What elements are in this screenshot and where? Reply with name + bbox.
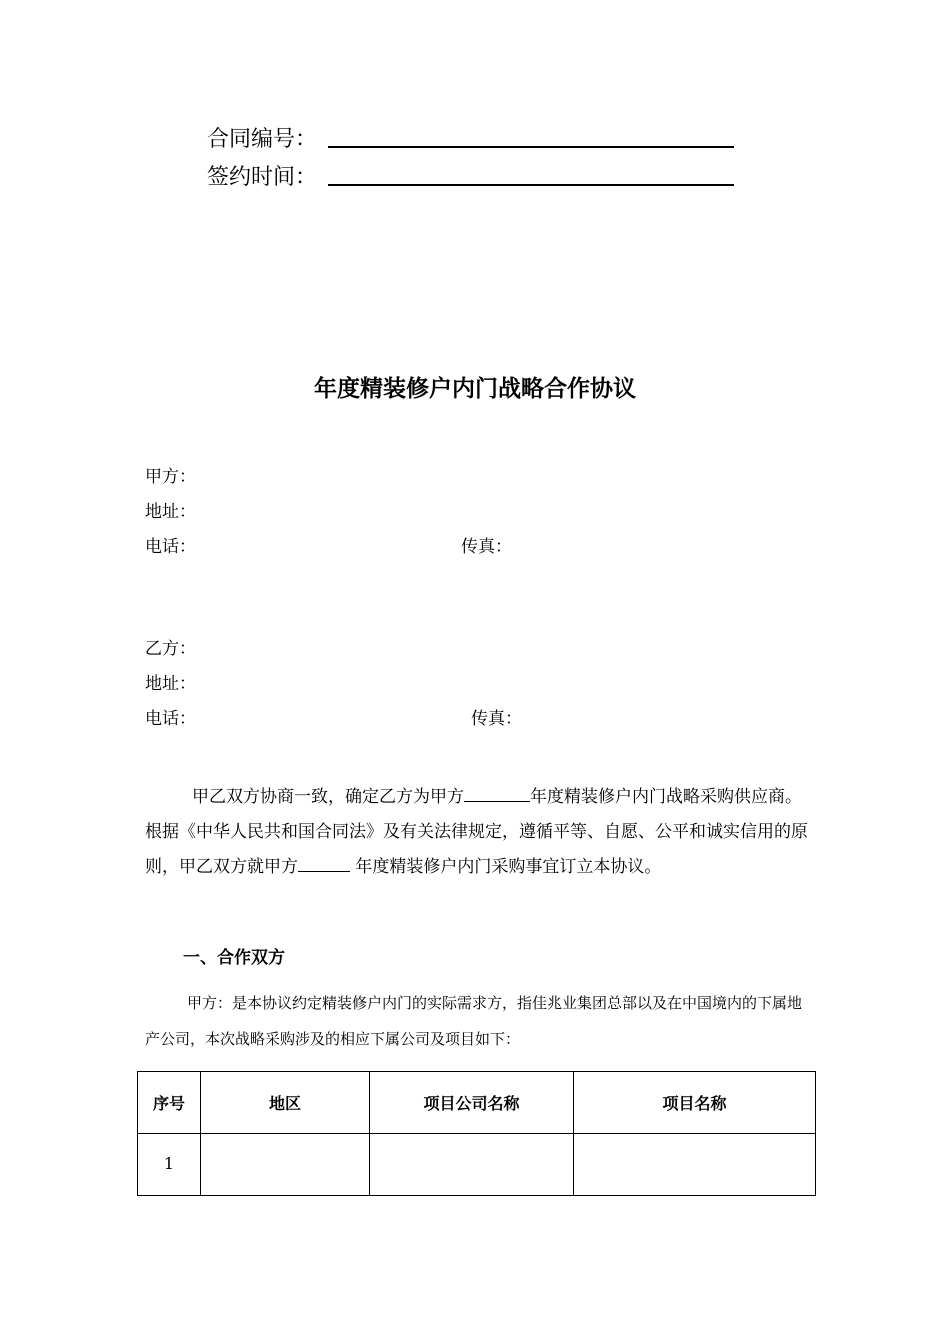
intro-paragraph <box>145 780 810 885</box>
document-title: 年度精装修户内门战略合作协议 <box>314 376 636 402</box>
year-blank-1[interactable] <box>464 800 530 802</box>
party-b-address-label: 地址： <box>145 674 196 694</box>
table-cell-region[interactable] <box>201 1134 370 1196</box>
party-b-phone-label: 电话： <box>145 709 196 729</box>
table-cell-index: 1 <box>138 1134 201 1196</box>
contract-number-field[interactable] <box>328 146 734 148</box>
table-header-project: 项目名称 <box>574 1072 816 1134</box>
party-a-phone-label: 电话： <box>145 537 196 557</box>
section-1-body: 甲方：是本协议约定精装修户内门的实际需求方，指佳兆业集团总部以及在中国境内的下属地产公司，本次战略采购涉及的相应下属公司及项目如下： <box>145 994 803 1048</box>
sign-time-label: 签约时间： <box>207 165 318 190</box>
table-header-company: 项目公司名称 <box>370 1072 574 1134</box>
project-table <box>137 1071 816 1196</box>
party-b-label: 乙方： <box>145 639 196 659</box>
intro-text-2: 年度精装修户内门战略采购供应商。根据《中华人民共和国合同法》及有关法律规定，遵循平等、自愿、公平和诚实信用的原则，甲乙双方就甲方 <box>145 787 808 877</box>
sign-time-field[interactable] <box>328 184 734 186</box>
party-a-fax-label: 传真： <box>461 537 512 557</box>
intro-text-3: 年度精装修户内门采购事宜订立本协议。 <box>350 857 662 877</box>
party-a-label: 甲方： <box>145 467 196 487</box>
table-cell-project[interactable] <box>574 1134 816 1196</box>
section-1-heading: 一、合作双方 <box>183 948 285 968</box>
table-cell-company[interactable] <box>370 1134 574 1196</box>
table-header-region: 地区 <box>201 1072 370 1134</box>
contract-number-label: 合同编号： <box>207 127 318 152</box>
party-a-address-label: 地址： <box>145 502 196 522</box>
table-header-index: 序号 <box>138 1072 201 1134</box>
year-blank-2[interactable] <box>298 870 350 872</box>
party-b-fax-label: 传真： <box>471 709 522 729</box>
table-header-row <box>138 1072 816 1134</box>
table-row <box>138 1134 816 1196</box>
intro-text-1: 甲乙双方协商一致，确定乙方为甲方 <box>192 787 464 807</box>
